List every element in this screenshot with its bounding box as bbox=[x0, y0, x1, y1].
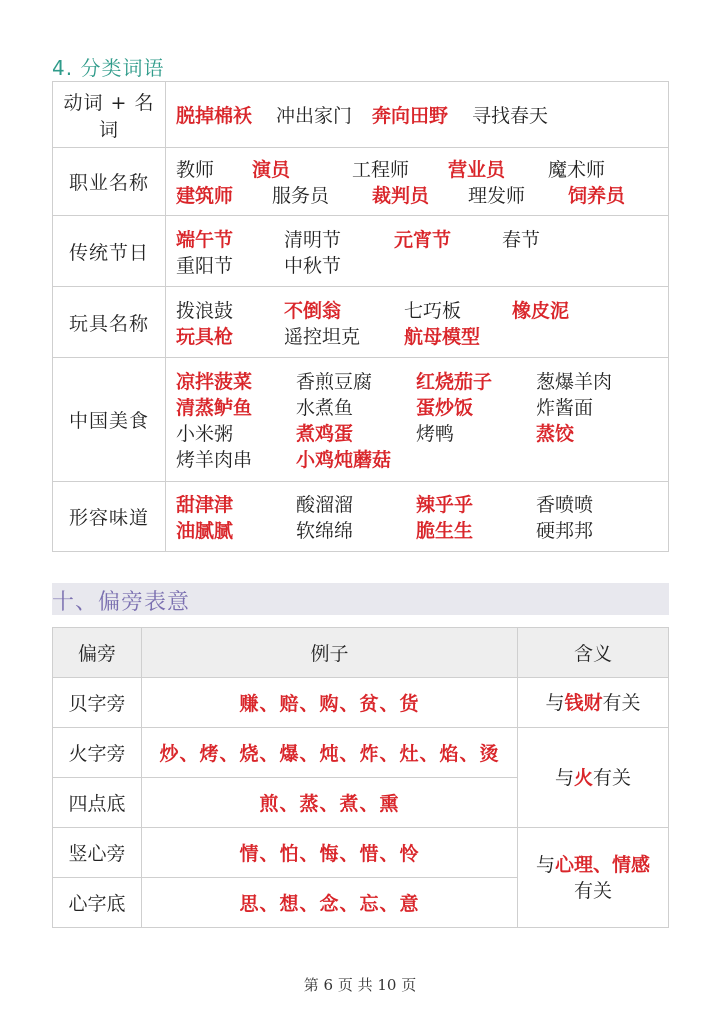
category-label: 传统节日 bbox=[53, 216, 166, 287]
category-label: 职业名称 bbox=[53, 148, 166, 216]
word: 香煎豆腐 bbox=[296, 371, 373, 393]
header-examples: 例子 bbox=[142, 628, 518, 678]
table-row bbox=[53, 358, 669, 482]
word: 软绵绵 bbox=[296, 520, 354, 542]
highlighted-word: 凉拌菠菜 bbox=[176, 371, 253, 393]
table-row bbox=[53, 678, 669, 728]
radical-cell: 竖心旁 bbox=[53, 828, 142, 878]
word-line bbox=[176, 517, 668, 543]
highlighted-word: 演员 bbox=[252, 159, 291, 181]
table-row bbox=[53, 216, 669, 287]
meaning-highlight: 钱财 bbox=[564, 691, 603, 714]
word: 酸溜溜 bbox=[296, 494, 354, 516]
word: 理发师 bbox=[468, 185, 526, 207]
examples-cell: 煎、蒸、煮、熏 bbox=[142, 778, 518, 828]
classified-words-table bbox=[52, 81, 669, 552]
meaning-highlight: 心理、情感 bbox=[555, 853, 651, 876]
word: 小米粥 bbox=[176, 423, 234, 445]
examples-cell: 思、想、念、忘、意 bbox=[142, 878, 518, 928]
highlighted-word: 橡皮泥 bbox=[512, 299, 570, 322]
section-title-classified-words: 4. 分类词语 bbox=[52, 56, 165, 80]
category-label: 动词 + 名词 bbox=[53, 82, 166, 148]
highlighted-word: 航母模型 bbox=[404, 325, 481, 348]
word-line bbox=[176, 491, 668, 517]
meaning-highlight: 火 bbox=[573, 766, 593, 789]
word-line bbox=[176, 182, 668, 208]
word-list bbox=[166, 287, 669, 358]
table-row bbox=[53, 728, 669, 778]
word: 硬邦邦 bbox=[536, 520, 594, 542]
category-label: 玩具名称 bbox=[53, 287, 166, 358]
word: 七巧板 bbox=[404, 299, 462, 322]
word: 春节 bbox=[502, 228, 541, 251]
highlighted-word: 油腻腻 bbox=[176, 520, 234, 542]
word-line bbox=[176, 102, 668, 128]
header-row bbox=[53, 628, 669, 678]
word-list bbox=[166, 148, 669, 216]
examples-cell: 炒、烤、烧、爆、炖、炸、灶、焰、烫 bbox=[142, 728, 518, 778]
word-line bbox=[176, 225, 668, 251]
page-footer: 第 6 页 共 10 页 bbox=[303, 976, 417, 994]
word: 葱爆羊肉 bbox=[536, 371, 613, 393]
highlighted-word: 玩具枪 bbox=[176, 325, 234, 348]
word-list bbox=[166, 482, 669, 552]
meaning-prefix: 与 bbox=[535, 853, 555, 876]
word: 魔术师 bbox=[548, 159, 606, 181]
category-label: 中国美食 bbox=[53, 358, 166, 482]
word: 拨浪鼓 bbox=[176, 299, 234, 322]
examples-cell: 赚、赔、购、贫、货 bbox=[142, 678, 518, 728]
radical-meaning-table bbox=[52, 627, 669, 928]
word-line bbox=[176, 156, 668, 182]
highlighted-word: 蒸饺 bbox=[536, 423, 575, 445]
highlighted-word: 脆生生 bbox=[416, 520, 474, 542]
word-list bbox=[166, 216, 669, 287]
word: 工程师 bbox=[352, 159, 410, 181]
meaning-prefix: 与 bbox=[554, 766, 574, 789]
word: 烤羊肉串 bbox=[176, 449, 253, 471]
word-line bbox=[176, 251, 668, 277]
word: 服务员 bbox=[272, 185, 330, 207]
word-line bbox=[176, 446, 668, 472]
highlighted-word: 营业员 bbox=[448, 159, 506, 181]
highlighted-word: 脱掉棉袄 bbox=[176, 105, 253, 127]
word-line bbox=[176, 322, 668, 348]
highlighted-word: 煮鸡蛋 bbox=[296, 423, 354, 445]
radical-cell: 四点底 bbox=[53, 778, 142, 828]
word-line bbox=[176, 420, 668, 446]
highlighted-word: 裁判员 bbox=[372, 185, 430, 207]
meaning-prefix: 与 bbox=[545, 691, 565, 714]
word-line bbox=[176, 368, 668, 394]
highlighted-word: 清蒸鲈鱼 bbox=[176, 397, 253, 419]
highlighted-word: 红烧茄子 bbox=[416, 371, 493, 393]
highlighted-word: 蛋炒饭 bbox=[416, 397, 474, 419]
word-line bbox=[176, 296, 668, 322]
highlighted-word: 元宵节 bbox=[394, 228, 452, 251]
highlighted-word: 辣乎乎 bbox=[416, 494, 474, 516]
word: 寻找春天 bbox=[472, 105, 549, 127]
table-row bbox=[53, 828, 669, 878]
highlighted-word: 饲养员 bbox=[568, 185, 626, 207]
highlighted-word: 不倒翁 bbox=[284, 299, 342, 322]
word: 清明节 bbox=[284, 228, 342, 251]
highlighted-word: 甜津津 bbox=[176, 494, 234, 516]
word: 重阳节 bbox=[176, 254, 234, 277]
word: 烤鸭 bbox=[416, 423, 455, 445]
table-row bbox=[53, 82, 669, 148]
word: 中秋节 bbox=[284, 254, 342, 277]
meaning-cell bbox=[518, 728, 669, 828]
meaning-cell bbox=[518, 678, 669, 728]
highlighted-word: 小鸡炖蘑菇 bbox=[296, 449, 392, 471]
table-row bbox=[53, 482, 669, 552]
radical-cell: 火字旁 bbox=[53, 728, 142, 778]
word-list bbox=[166, 358, 669, 482]
meaning-suffix: 有关 bbox=[593, 766, 632, 789]
table-row bbox=[53, 148, 669, 216]
meaning-suffix: 有关 bbox=[573, 879, 612, 902]
word-list bbox=[166, 82, 669, 148]
highlighted-word: 端午节 bbox=[176, 228, 234, 251]
meaning-suffix: 有关 bbox=[602, 691, 641, 714]
header-radical: 偏旁 bbox=[53, 628, 142, 678]
word: 教师 bbox=[176, 159, 215, 181]
word: 水煮鱼 bbox=[296, 397, 354, 419]
highlighted-word: 奔向田野 bbox=[372, 105, 449, 127]
word: 遥控坦克 bbox=[284, 325, 361, 348]
section-title-radicals: 十、偏旁表意 bbox=[52, 590, 191, 615]
word: 炸酱面 bbox=[536, 397, 594, 419]
radical-cell: 贝字旁 bbox=[53, 678, 142, 728]
word: 香喷喷 bbox=[536, 494, 594, 516]
table-row bbox=[53, 287, 669, 358]
meaning-cell bbox=[518, 828, 669, 928]
highlighted-word: 建筑师 bbox=[176, 185, 234, 207]
radical-cell: 心字底 bbox=[53, 878, 142, 928]
category-label: 形容味道 bbox=[53, 482, 166, 552]
examples-cell: 情、怕、悔、惜、怜 bbox=[142, 828, 518, 878]
word-line bbox=[176, 394, 668, 420]
header-meaning: 含义 bbox=[518, 628, 669, 678]
word: 冲出家门 bbox=[276, 105, 353, 127]
